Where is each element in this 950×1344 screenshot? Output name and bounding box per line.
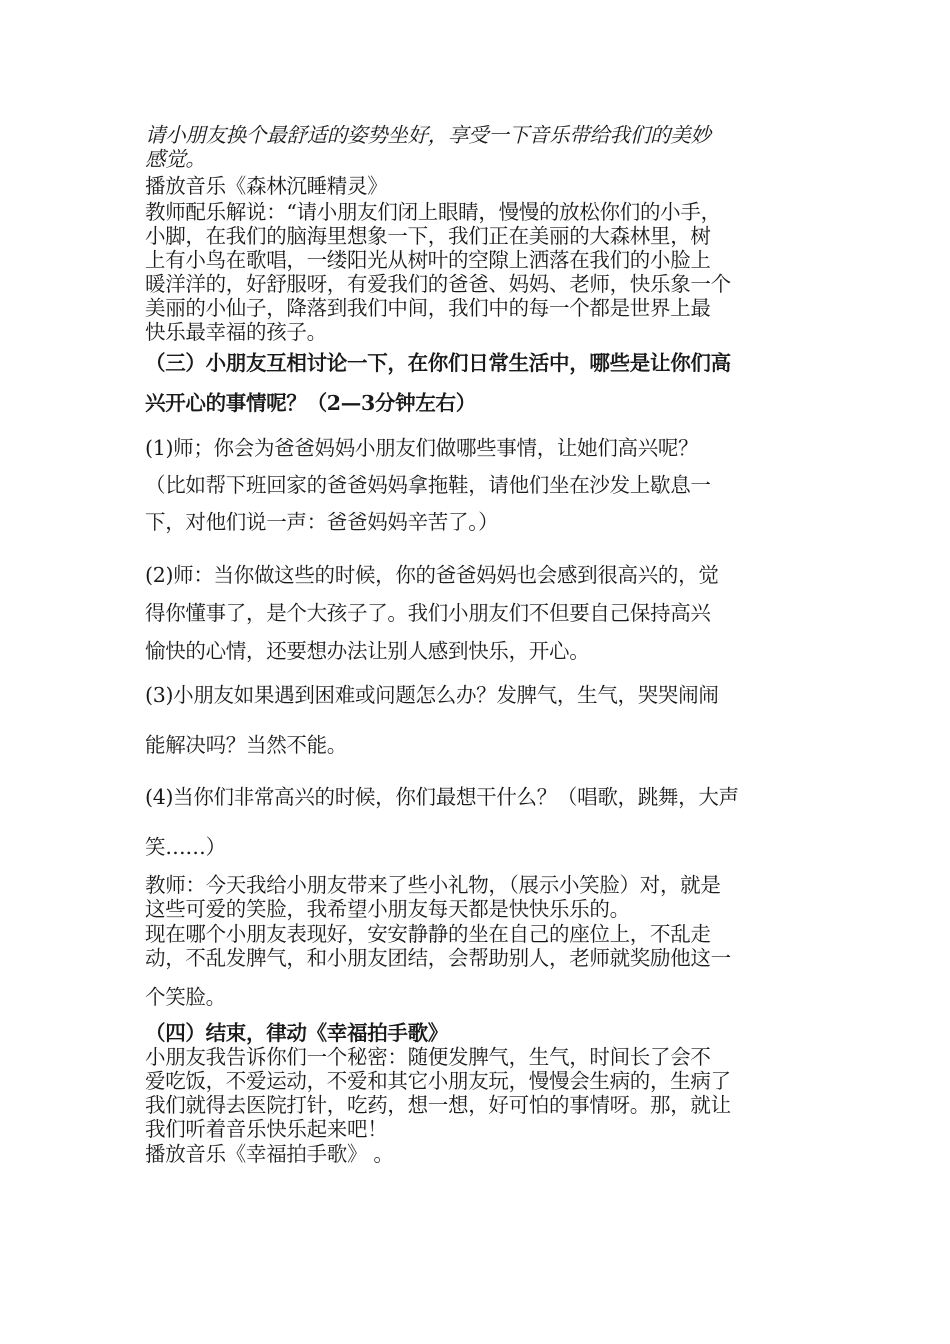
heading-line: （三）小朋友互相讨论一下，在你们日常生活中，哪些是让你们高 [145,351,731,375]
intro-instruction [145,123,810,171]
teacher-narration [145,200,810,344]
heading-line: 兴开心的事情呢？（2—3分钟左右） [145,391,476,415]
text-line: 爱吃饭，不爱运动，不爱和其它小朋友玩，慢慢会生病的，生病了 [145,1069,731,1093]
text-line: (1)师；你会为爸爸妈妈小朋友们做哪些事情，让她们高兴呢？ [145,436,699,460]
text-line: 教师：今天我给小朋友带来了些小礼物，（展示小笑脸）对，就是 [145,873,721,897]
text-line: 我们听着音乐快乐起来吧！ [145,1117,388,1141]
text-line: 请小朋友换个最舒适的姿势坐好，享受一下音乐带给我们的美妙 [145,123,711,147]
text-line: 得你懂事了，是个大孩子了。我们小朋友们不但要自己保持高兴 [145,601,711,625]
secret-paragraph [145,1045,810,1141]
text-line: 暖洋洋的，好舒服呀，有爱我们的爸爸、妈妈、老师，快乐象一个 [145,272,731,296]
text-line: 快乐最幸福的孩子。 [145,320,327,344]
text-line: 我们就得去医院打针，吃药，想一想，好可怕的事情呀。那，就让 [145,1093,731,1117]
text-line: 愉快的心情，还要想办法让别人感到快乐，开心。 [145,639,590,663]
text-line: (2)师：当你做这些的时候，你的爸爸妈妈也会感到很高兴的，觉 [145,563,719,587]
teacher-gift [145,873,810,921]
text-line: (4)当你们非常高兴的时候，你们最想干什么？（唱歌，跳舞，大声 [145,785,739,809]
question-4 [145,772,810,872]
text-line: 感觉。 [145,147,206,171]
text-line: 个笑脸。 [145,985,226,1009]
text-line: (3)小朋友如果遇到困难或问题怎么办？发脾气，生气，哭哭闹闹 [145,683,719,707]
reward-rule [145,922,810,970]
text-line: 播放音乐《森林沉睡精灵》 [145,174,388,198]
text-line: （比如帮下班回家的爸爸妈妈拿拖鞋，请他们坐在沙发上歇息一 [145,473,711,497]
text-line: 下，对他们说一声：爸爸妈妈辛苦了。） [145,510,499,534]
text-line: 教师配乐解说：“请小朋友们闭上眼睛，慢慢的放松你们的小手， [145,200,721,224]
text-line: 小朋友我告诉你们一个秘密：随便发脾气，生气，时间长了会不 [145,1045,711,1069]
question-3 [145,670,810,770]
text-line: 小脚，在我们的脑海里想象一下，我们正在美丽的大森林里，树 [145,224,711,248]
text-line: 笑……） [145,835,226,859]
text-line: 能解决吗？当然不能。 [145,733,347,757]
text-line: 现在哪个小朋友表现好，安安静静的坐在自己的座位上，不乱走 [145,922,711,946]
question-1 [145,430,810,541]
text-line: 动，不乱发脾气，和小朋友团结，会帮助别人，老师就奖励他这一 [145,946,731,970]
heading-line: （四）结束，律动《幸福拍手歌》 [145,1021,448,1045]
question-2 [145,556,810,670]
text-line: 上有小鸟在歌唱，一缕阳光从树叶的空隙上洒落在我们的小脸上 [145,248,711,272]
play-music-forest [145,174,810,198]
reward-end [145,985,810,1009]
section-3-heading [145,343,810,423]
text-line: 这些可爱的笑脸，我希望小朋友每天都是快快乐乐的。 [145,897,630,921]
section-4-heading [145,1021,810,1045]
text-line: 播放音乐《幸福拍手歌》 。 [145,1142,394,1166]
play-music-clap [145,1142,810,1166]
text-line: 美丽的小仙子，降落到我们中间，我们中的每一个都是世界上最 [145,296,711,320]
